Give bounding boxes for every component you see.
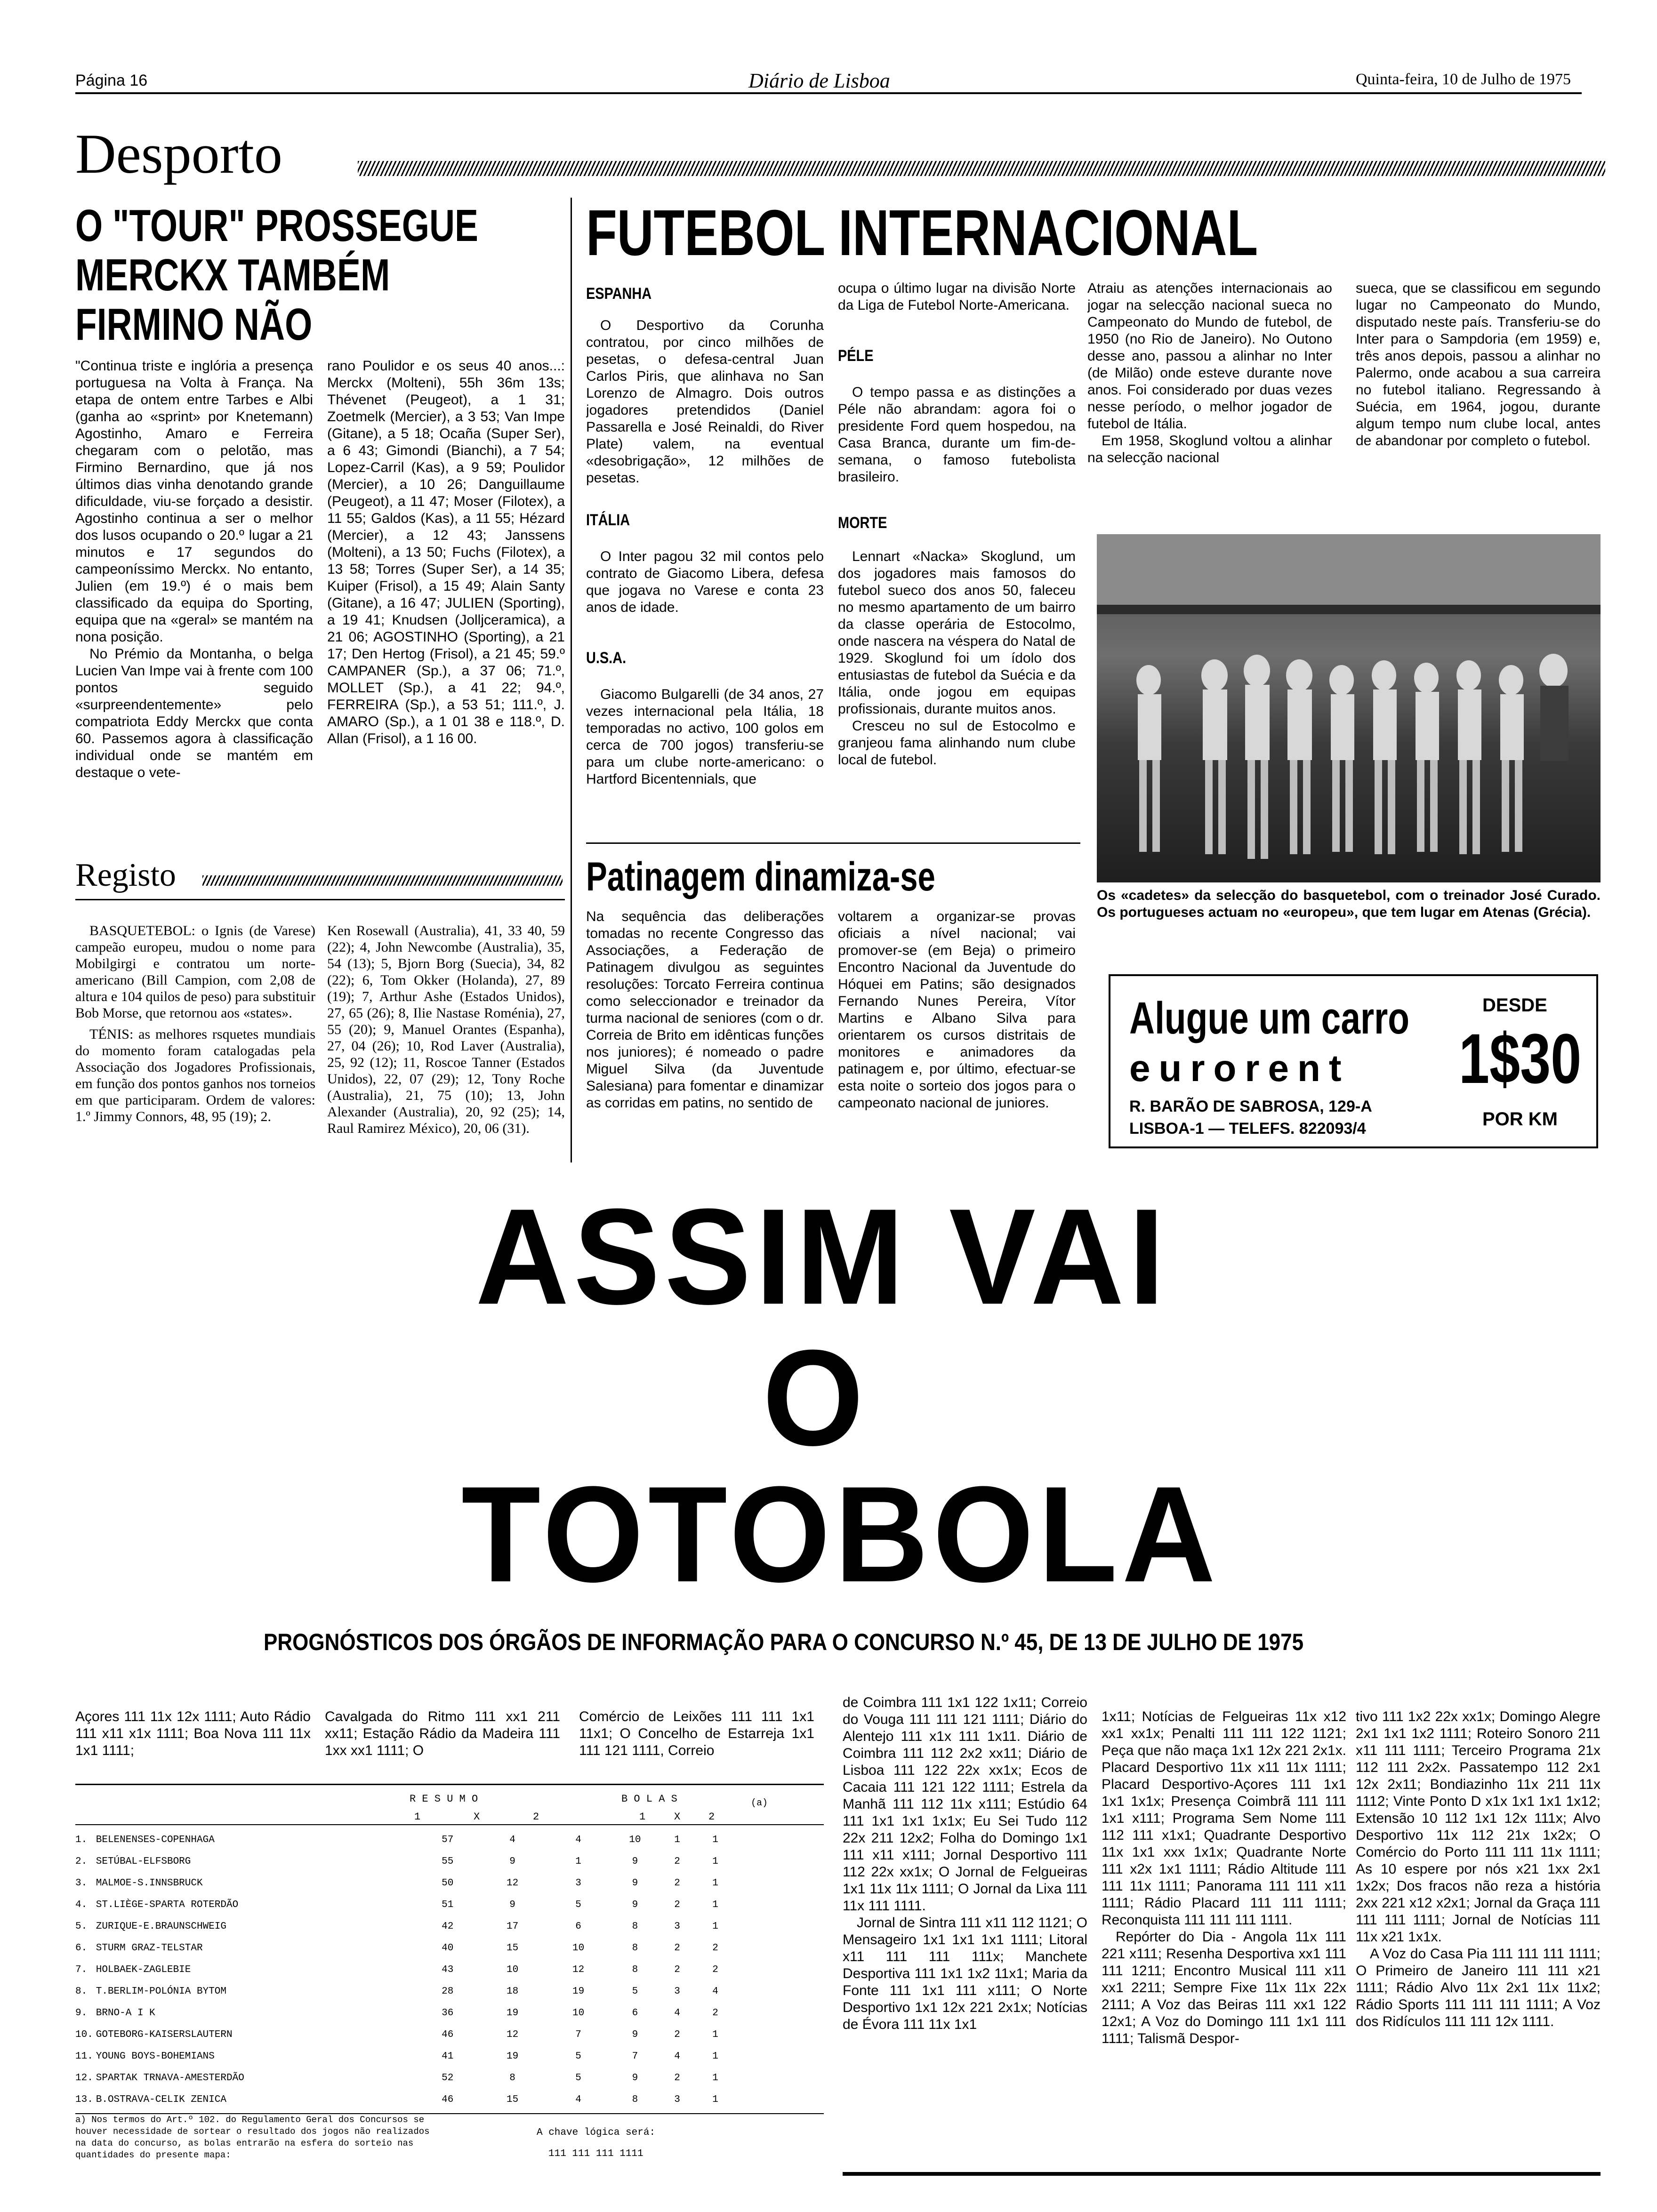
bolas-1: 8 [632,1921,638,1932]
game-number: 8. [75,1986,88,1997]
bolas-1: 5 [632,1986,638,1997]
bolas-1: 6 [632,2007,638,2019]
resumo-col-2: 2 [533,1811,539,1823]
bolas-x: 1 [674,1834,680,1845]
resumo-1: 55 [442,1856,454,1867]
resumo-2: 5 [575,2051,581,2062]
table-footnote: a) Nos termos do Art.º 102. do Regulamento Geral dos Concursos se houver necessidade de sortear o resultado dos jogos não realizados na data do concurso, as bolas entrarão na esfera do sorteio nas quantidades do presente mapa: [75,2115,430,2160]
morte-subhead: MORTE [838,514,887,532]
bolas-2: 1 [712,1856,718,1867]
resumo-x: 12 [506,2029,519,2040]
resumo-1: 28 [442,1986,454,1997]
eurorent-ad [1109,974,1598,1148]
game-match: STURM GRAZ-TELSTAR [96,1942,203,1954]
game-match: GOTEBORG-KAISERSLAUTERN [96,2029,233,2040]
registo-col2: Ken Rosewall (Australia), 41, 33 40, 59 (22); 4, John Newcombe (Australia), 35, 54 (13); 5, Bjorn Borg (Suecia), 34, 82 (22); 6, Tom Okker (Holanda), 27, 89 (19); 7, Arthur Ashe (Estados Unidos), 27, 65 (26); 8, Ilie Nastase Roménia), 27, 55 (20); 9, Manuel Orantes (Espanha), 27, 04 (26); 10, Rod Laver (Australia), 25, 92 (12); 11, Roscoe Tanner (Estados Unidos), 22, 07 (29); 12, Tony Roche (Australia), 21, 75 (10); 13, John Alexander (Australia), 20, 92 (25); 14, Raul Ramirez México), 20, 06 (31). [327,923,565,1136]
tour-headline-2: MERCKX TAMBÉM [75,250,390,300]
resumo-x: 18 [506,1986,519,1997]
bolas-1: 8 [632,2094,638,2105]
game-match: SPARTAK TRNAVA-AMESTERDÃO [96,2072,244,2084]
table-head-note: (a) [751,1798,768,1809]
game-match: BRNO-A I K [96,2007,155,2019]
masthead-rule [75,92,1582,94]
resumo-x: 9 [509,1856,515,1867]
bolas-2: 1 [712,1921,718,1932]
resumo-2: 3 [575,1877,581,1889]
resumo-2: 1 [575,1856,581,1867]
table-top-rule [75,1784,824,1785]
bolas-2: 1 [712,1834,718,1845]
morte-text-2: Cresceu no sul de Estocolmo e granjeou fama alinhando num clube local de futebol. [838,718,1076,768]
bolas-x: 3 [674,1986,680,1997]
resumo-x: 15 [506,1942,519,1954]
resumo-1: 50 [442,1877,454,1889]
prognostics-col6-text-b: A Voz do Casa Pia 111 111 111 1111; O Primeiro de Janeiro 111 111 x21 1111; Rádio Alvo 11x 2x1 11x 11x2; Rádio Sports 111 111 111 1111; A Voz dos Ridículos 111 111 12x 1111. [1356,1946,1601,2029]
pele-text: O tempo passa e as distinções a Péle não abrandam: agora foi o presidente Ford quem hospedou, na Casa Branca, durante um fim-de-semana, o famoso futebolista brasileiro. [838,385,1076,485]
bolas-x: 2 [674,1964,680,1975]
resumo-1: 43 [442,1964,454,1975]
prognostics-col1: Açores 111 11x 12x 1111; Auto Rádio 111 x11 x1x 1111; Boa Nova 111 11x 1x1 1111; [75,1709,311,1758]
bolas-1: 9 [632,2072,638,2084]
game-number: 5. [75,1921,88,1932]
usa-subhead: U.S.A. [586,649,627,667]
game-number: 7. [75,1964,88,1975]
bolas-x: 2 [674,1942,680,1954]
game-number: 9. [75,2007,88,2019]
resumo-2: 5 [575,2072,581,2084]
bolas-x: 2 [674,1856,680,1867]
resumo-1: 46 [442,2094,454,2105]
bolas-2: 1 [712,1899,718,1910]
futebol-col1 [586,280,824,833]
futebol-headline: FUTEBOL INTERNACIONAL [586,197,1258,269]
table-row [75,1894,734,1915]
game-match: ZURIQUE-E.BRAUNSCHWEIG [96,1921,226,1932]
resumo-x: 10 [506,1964,519,1975]
table-row [75,2067,734,2089]
prognostics-col5 [1102,1708,1346,2165]
tour-headline: O "TOUR" PROSSEGUE [75,200,479,251]
bolas-col-2: 2 [708,1811,715,1823]
bolas-1: 10 [629,1834,641,1845]
table-head-rule [75,1824,824,1825]
table-row [75,2024,734,2045]
usa-text: Giacomo Bulgarelli (de 34 anos, 27 vezes internacional pela Itália, 18 temporadas no activo, 100 golos em cerca de 700 jogos) transferiu-se para um clube norte-americano: o Hartford Bicentennials, que [586,687,824,787]
table-row [75,1915,734,1937]
game-match: HOLBAEK-ZAGLEBIE [96,1964,191,1975]
resumo-x: 17 [506,1921,519,1932]
resumo-x: 8 [509,2072,515,2084]
resumo-x: 9 [509,1899,515,1910]
game-number: 4. [75,1899,88,1910]
resumo-1: 41 [442,2051,454,2062]
newspaper-name: Diário de Lisboa [748,69,890,92]
game-match: YOUNG BOYS-BOHEMIANS [96,2051,215,2062]
game-number: 3. [75,1877,88,1889]
game-match: B.OSTRAVA-CELIK ZENICA [96,2094,226,2105]
futebol-col4: sueca, que se classificou em segundo lugar no Campeonato do Mundo, disputado neste país. Transferiu-se do Inter para o Sampdoria (em 1959) e, três anos depois, passou a alinhar no Palermo, onde acabou a sua carreira no futebol italiano. Regressando à Suécia, em 1964, jogou, durante algum tempo num clube local, antes de abandonar por completo o futebol. [1356,281,1601,449]
table-row [75,2045,734,2067]
prognostics-col4 [843,1694,1087,2165]
bolas-x: 3 [674,1921,680,1932]
bolas-col-1: 1 [639,1811,646,1823]
skoglund-paragraph-1: Atraiu as atenções internacionais ao jogar na selecção nacional sueca no Campeonato do Mundo de futebol, de 1950 (no Rio de Janeiro). No Outono desse ano, passou a alinhar no Inter (de Milão) onde esteve durante nove anos. Foi considerado por duas vezes nesse período, o melhor jogador de futebol de Itália. [1087,281,1332,432]
resumo-1: 52 [442,2072,454,2084]
game-number: 6. [75,1942,88,1954]
chave-value: 111 111 111 1111 [548,2148,643,2159]
resumo-col-1: 1 [414,1811,421,1823]
game-number: 11. [75,2051,93,2062]
bolas-x: 2 [674,1877,680,1889]
bolas-1: 8 [632,1964,638,1975]
bolas-x: 4 [674,2051,680,2062]
prognostics-col5-text-b: Repórter do Dia - Angola 11x 111 221 x111; Resenha Desportiva xx1 111 111 1211; Encontro Musical 111 x11 xx1 2211; Sempre Fixe 11x 11x 22x 2111; A Voz das Beiras 111 xx1 122 12x1; A Voz do Domingo 111 1x1 111 1111; Talismã Despor- [1102,1929,1346,2046]
bolas-2: 2 [712,1942,718,1954]
resumo-col-x: X [474,1811,480,1823]
bolas-1: 9 [632,2029,638,2040]
ad-address-1: R. BARÃO DE SABROSA, 129-A [1129,1098,1372,1115]
resumo-2: 5 [575,1899,581,1910]
bolas-x: 2 [674,2029,680,2040]
ad-address-2: LISBOA-1 — TELEFS. 822093/4 [1129,1120,1366,1138]
resumo-x: 4 [509,1834,515,1845]
bolas-1: 8 [632,1942,638,1954]
tenis-text: TÉNIS: as melhores rsquetes mundiais do momento foram catalogadas pela Associação dos Jogadores Profissionais, em função dos pontos ganhos nos torneios em que participaram. Ordem de valores: 1.º Jimmy Connors, 48, 95 (19); 2. [75,1026,315,1124]
bolas-1: 9 [632,1877,638,1889]
players-silhouette-icon [1097,534,1601,882]
bolas-2: 2 [712,1964,718,1975]
table-head-resumo: R E S U M O [410,1793,478,1805]
patinagem-col2: voltarem a organizar-se provas oficiais a nível nacional; vai promover-se (em Beja) o primeiro Encontro Nacional da Juventude do Hóquei em Patins; são designados Fernando Nunes Pereira, Vítor Martins e Albano Silva para orientarem os cursos distritais de monitores e animadores da patinagem e, por último, efectuar-se esta noite o sorteio dos jogos para o campeonato nacional de juniores. [838,909,1076,1111]
registo-col1 [75,922,315,1158]
bolas-1: 7 [632,2051,638,2062]
game-number: 2. [75,1856,88,1867]
bolas-2: 1 [712,2072,718,2084]
bolas-1: 9 [632,1856,638,1867]
bolas-x: 4 [674,2007,680,2019]
patinagem-headline: Patinagem dinamiza-se [586,854,935,899]
italia-text: O Inter pagou 32 mil contos pelo contrato de Giacomo Libera, defesa que jogava no Varese e conta 23 anos de idade. [586,549,824,615]
game-match: T.BERLIM-POLÓNIA BYTOM [96,1986,226,1997]
section-title: Desporto [75,122,282,185]
italia-subhead: ITÁLIA [586,511,630,529]
prognostics-col4-text: de Coimbra 111 1x1 122 1x11; Correio do Vouga 111 111 121 1111; Diário do Alentejo 111 x1x 111 1x11. Diário de Coimbra 111 112 2x2 xx11; Diário de Lisboa 111 122 22x xx1x; Ecos de Cacaia 111 121 122 1111; Estrela da Manhã 111 112 11x x111; Estúdio 64 111 1x1 1x1 1x1x; Eu Sei Tudo 112 22x 211 12x2; Folha do Domingo 1x1 111 x11 x111; Jornal Desportivo 111 112 22x xx1x; O Jornal de Felgueiras 1x1 11x 11x 1111; O Jornal da Lixa 111 11x 111 1111. [843,1695,1087,1914]
bolas-2: 1 [712,2094,718,2105]
table-row [75,2089,734,2110]
resumo-x: 15 [506,2094,519,2105]
bolas-2: 1 [712,1877,718,1889]
ad-headline: Alugue um carro [1129,993,1409,1043]
resumo-1: 51 [442,1899,454,1910]
prognostics-col2: Cavalgada do Ritmo 111 xx1 211 xx11; Estação Rádio da Madeira 111 1xx xx1 1111; O [325,1709,560,1758]
resumo-1: 57 [442,1834,454,1845]
game-number: 12. [75,2072,93,2084]
patinagem-rule [586,842,1080,844]
patinagem-col1: Na sequência das deliberações tomadas no recente Congresso das Associações, a Federação de Patinagem divulgou as seguintes resoluções: Torcato Ferreira continua como seleccionador e treinador da turma nacional de seniores (com o dr. Correia de Brito em idênticas funções nos juniores); é nomeado o padre Miguel Silva (da Juventude Salesiana) para fomentar e dinamizar as corridas em patins, no sentido de [586,909,824,1111]
morte-text: Lennart «Nacka» Skoglund, um dos jogadores mais famosos do futebol sueco dos anos 50, faleceu no mesmo apartamento de um bairro da classe operária de Estocolmo, onde nascera na véspera do Natal de 1929. Skoglund foi um ídolo dos entusiastas de futebol da Suécia e da Itália, onde jogou em equipas profissionais, durante muitos anos. [838,549,1076,717]
bolas-2: 1 [712,2029,718,2040]
ad-from-label: DESDE [1482,995,1547,1016]
registo-hatch-bar [202,875,563,886]
resumo-1: 36 [442,2007,454,2019]
espanha-text: O Desportivo da Corunha contratou, por cinco milhões de pesetas, o defesa-central Juan Carlos Piris, que alinhava no San Lorenzo de Almagro. Dois outros jogadores pretendidos (Daniel Passarella e José Reinaldi, do River Plate) valem, na eventual «desobrigação», 12 milhões de pesetas. [586,318,824,486]
tour-text-col1 [75,358,313,835]
resumo-2: 4 [575,1834,581,1845]
bolas-x: 2 [674,2072,680,2084]
registo-rule [75,899,565,900]
results-table [75,1829,824,2110]
skoglund-paragraph-2: Em 1958, Skoglund voltou a alinhar na selecção nacional [1087,433,1332,465]
tour-paragraph-2: No Prémio da Montanha, o belga Lucien Van Impe vai à frente com 100 pontos seguido «surpreendentemente» pelo compatriota Eddy Merckx que conta 60. Passemos agora à classificação individual onde se mantém em destaque o vete- [75,646,313,780]
table-row [75,1872,734,1894]
game-match: MALMOE-S.INNSBRUCK [96,1877,203,1889]
prognostics-col6-text: tivo 111 1x2 22x xx1x; Domingo Alegre 2x1 1x1 1x2 1111; Roteiro Sonoro 211 x11 111 1111; Terceiro Programa 21x 112 111 2x2x. Passatempo 112 2x1 12x 2x11; Bondiazinho 11x 211 11x 1112; Vinte Ponto D x1x 1x1 1x1 1x12; Extensão 10 112 1x1 12x 111x; Alvo Desportivo 11x 112 21x 1x2x; O Comércio do Porto 111 111 11x 1111; As 10 espere por nós x21 1xx 2x1 1x2x; Dos fracos não reza a história 2xx 221 x12 x2x1; Jornal da Graça 111 111 111 1111; Jornal de Notícias 111 11x x21 1x1x. [1356,1709,1601,1945]
totobola-headline-2: O [763,1322,864,1474]
game-match: SETÚBAL-ELFSBORG [96,1856,191,1867]
resumo-2: 10 [572,2007,585,2019]
table-row [75,1980,734,2002]
table-row [75,1851,734,1872]
totobola-headline-1: ASSIM VAI [475,1180,1169,1333]
bolas-x: 2 [674,1899,680,1910]
espanha-subhead: ESPANHA [586,285,652,303]
section-hatch-bar [358,161,1605,176]
ad-price: 1$30 [1459,1019,1582,1098]
bolas-2: 2 [712,2007,718,2019]
ad-per-km: POR KM [1482,1109,1558,1130]
photo-caption: Os «cadetes» da selecção do basquetebol, com o treinador José Curado. Os portugueses actuam no «europeu», que tem lugar em Atenas (Grécia). [1097,888,1601,920]
resumo-2: 4 [575,2094,581,2105]
prognostics-col4-text-b: Jornal de Sintra 111 x11 112 1121; O Mensageiro 1x1 1x1 1x1 1111; Litoral x11 111 111 111x; Manchete Desportiva 111 1x1 1x2 11x1; Maria da Fonte 111 1x1 111 x111; O Norte Desportivo 1x1 12x 221 2x1x; Notícias de Évora 111 11x 1x1 [843,1915,1087,2032]
tour-text-col2: rano Poulidor e os seus 40 anos...: Merckx (Molteni), 55h 36m 13s; Thévenet (Peugeot), a 1 31; Zoetmelk (Mercier), a 3 53; Van Impe (Gitane), a 5 18; Ocaña (Super Ser), a 6 43; Gimondi (Bianchi), a 7 54; Lopez-Carril (Kas), a 9 59; Poulidor (Mercier), a 10 26; Danguillaume (Peugeot), a 11 47; Moser (Filotex), a 11 55; Galdos (Kas), a 11 55; Hézard (Mercier), a 12 43; Janssens (Molteni), a 13 50; Fuchs (Filotex), a 13 58; Torres (Super Ser), a 14 35; Kuiper (Frisol), a 15 49; Alain Santy (Gitane), a 16 47; JULIEN (Sporting), a 19 41; Knudsen (Jolljceramica), a 21 06; AGOSTINHO (Sporting), a 21 17; Den Hertog (Frisol), a 21 45; 59.º CAMPANER (Sp.), a 37 06; 71.º, MOLLET (Sp.), a 41 22; 94.º, FERREIRA (Sp.), a 53 51; 111.º, J. AMARO (Sp.), a 1 01 38 e 118.º, D. Allan (Frisol), a 1 16 00. [327,358,565,746]
pele-subhead: PÉLE [838,347,874,365]
issue-date: Quinta-feira, 10 de Julho de 1975 [1356,71,1571,88]
table-row [75,2002,734,2024]
futebol-col2 [838,280,1076,833]
basketball-team-photo [1097,534,1601,882]
bolas-1: 9 [632,1899,638,1910]
table-row [75,1959,734,1980]
bolas-2: 4 [712,1986,718,1997]
basquetebol-text: BASQUETEBOL: o Ignis (de Varese) campeão europeu, mudou o nome para Mobilgirgi e contratou um norte-americano (Bill Campion, com 2,08 de altura e 104 quilos de peso) para substituir Bob Morse, que retornou aos «states». [75,923,315,1021]
resumo-2: 10 [572,1942,585,1954]
chave-label: A chave lógica será: [537,2127,656,2138]
resumo-x: 19 [506,2051,519,2062]
usa-continued-text: ocupa o último lugar na divisão Norte da Liga de Futebol Norte-Americana. [838,281,1076,313]
resumo-1: 46 [442,2029,454,2040]
resumo-x: 19 [506,2007,519,2019]
column-rule [571,198,572,1162]
ad-brand: eurorent [1129,1047,1350,1089]
table-head-bolas: B O L A S [621,1793,677,1805]
resumo-1: 40 [442,1942,454,1954]
table-row [75,1829,734,1851]
futebol-col3 [1087,280,1332,525]
tour-paragraph-1: "Continua triste e inglória a presença portuguesa na Volta à França. Na etapa de ontem entre Tarbes e Albi (ganha ao «sprint» por Knetemann) Agostinho, Amaro e Ferreira chegaram com o pelotão, mas Firmino Bernardino, que já nos últimos dias vinha denotando grande dificuldade, viu-se forçado a desistir. Agostinho continua a ser o melhor dos lusos ocupando o 20.º lugar a 21 minutos e 17 segundos do campeoníssimo Merckx. No entanto, Julien (em 19.º) é o mais bem classificado da equipa do Sporting, equipa que na «geral» se mantém na nona posição. [75,358,313,645]
game-number: 10. [75,2029,93,2040]
bottom-rule [843,2172,1601,2176]
resumo-x: 12 [506,1877,519,1889]
resumo-2: 19 [572,1986,585,1997]
prognostics-col5-text: 1x11; Notícias de Felgueiras 11x x12 xx1 xx1x; Penalti 111 111 122 1121; Peça que não maça 1x1 12x 221 2x1x. Placard Desportivo 11x x11 11x 1111; Placard Desportivo-Açores 111 1x1 1x1 1x1x; Presença Coimbrã 111 111 1x1 x111; Programa Sem Nome 111 112 111 x1x1; Quadrante Desportivo 11x 1x1 xxx 1x1x; Quadrante Norte 111 x2x 1x1 1111; Rádio Altitude 111 111 11x 1111; Panorama 111 111 x11 1111; Rádio Placard 111 111 1111; Reconquista 111 111 111 1111. [1102,1709,1346,1928]
game-number: 1. [75,1834,88,1845]
resumo-1: 42 [442,1921,454,1932]
resumo-2: 7 [575,2029,581,2040]
tour-headline-3: FIRMINO NÃO [75,299,313,350]
game-match: BELENENSES-COPENHAGA [96,1834,215,1845]
game-match: ST.LIÈGE-SPARTA ROTERDÃO [96,1899,239,1910]
resumo-2: 6 [575,1921,581,1932]
page-number: Página 16 [75,72,148,89]
prognostics-col3: Comércio de Leixões 111 111 1x1 11x1; O Concelho de Estarreja 1x1 111 121 1111, Correio [579,1709,814,1758]
bolas-2: 1 [712,2051,718,2062]
game-number: 13. [75,2094,93,2105]
resumo-2: 12 [572,1964,585,1975]
prognostics-col6 [1356,1708,1601,2165]
bolas-x: 3 [674,2094,680,2105]
table-row [75,1937,734,1959]
results-table-grid [75,1829,734,2110]
totobola-subtitle: PROGNÓSTICOS DOS ÓRGÃOS DE INFORMAÇÃO PARA O CONCURSO N.º 45, DE 13 DE JULHO DE 1975 [264,1629,1304,1655]
totobola-headline-3: TOTOBOLA [461,1458,1220,1611]
registo-title: Registo [75,857,176,893]
bolas-col-x: X [674,1811,681,1823]
